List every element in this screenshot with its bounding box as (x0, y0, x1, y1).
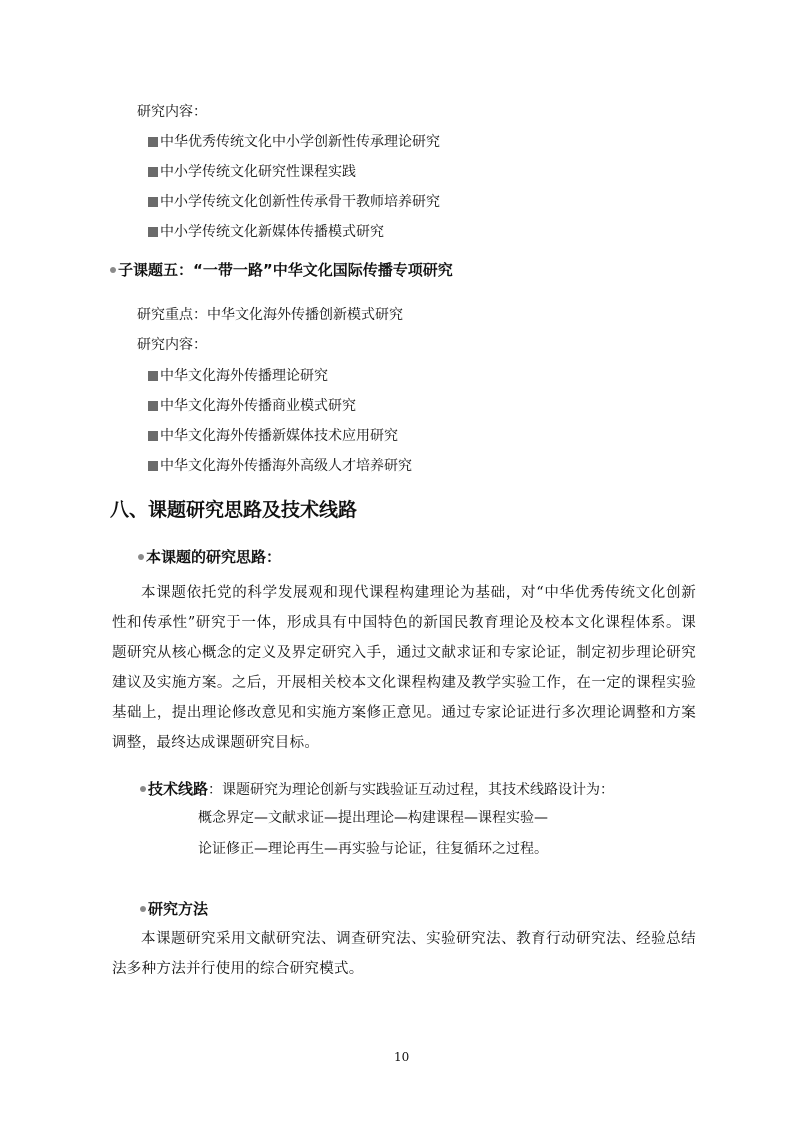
methods-paragraph: 本课题研究采用文献研究法、调查研究法、实验研究法、教育行动研究法、经验总结法多种方法并行使用的综合研究模式。 (112, 931, 696, 977)
round-bullet-icon (110, 267, 116, 273)
tech-route (140, 778, 614, 799)
research-focus: 研究重点：中华文化海外传播创新模式研究 (137, 307, 403, 323)
square-bullet-icon (148, 197, 158, 207)
round-bullet-icon (140, 906, 146, 912)
square-bullet-icon (148, 401, 158, 411)
square-bullet-icon (148, 137, 158, 147)
topic4-content-label: 研究内容： (137, 104, 207, 120)
square-bullet-icon (148, 167, 158, 177)
list-item: 中小学传统文化新媒体传播模式研究 (148, 221, 384, 241)
square-bullet-icon (148, 431, 158, 441)
list-item: 中华文化海外传播理论研究 (148, 365, 328, 385)
tech-route-line-2: 论证修正—理论再生—再实验与论证，往复循环之过程。 (198, 841, 548, 857)
tech-route-intro: ：课题研究为理论创新与实践验证互动过程，其技术线路设计为： (208, 782, 615, 798)
methods-heading: 研究方法 (140, 898, 208, 919)
list-item: 中华文化海外传播商业模式研究 (148, 395, 356, 415)
square-bullet-icon (148, 371, 158, 381)
list-item: 中小学传统文化创新性传承骨干教师培养研究 (148, 191, 440, 211)
round-bullet-icon (140, 786, 146, 792)
approach-paragraph: 本课题依托党的科学发展观和现代课程构建理论为基础，对“中华优秀传统文化创新性和传承性”研究于一体，形成具有中国特色的新国民教育理论及校本文化课程体系。课题研究从核心概念的定义及界定研究入手，通过文献求证和专家论证，制定初步理论研究建议及实施方案。之后，开展相关校本文化课程构建及教学实验工作，在一定的课程实验基础上，提出理论修改意见和实施方案修正意见。通过专家论证进行多次理论调整和方案调整，最终达成课题研究目标。 (112, 585, 696, 751)
round-bullet-icon (138, 554, 144, 560)
tech-route-line-1: 概念界定—文献求证—提出理论—构建课程—课程实验— (198, 810, 548, 826)
section-title: 八、课题研究思路及技术线路 (110, 499, 358, 521)
square-bullet-icon (148, 461, 158, 471)
list-item: 中小学传统文化研究性课程实践 (148, 161, 356, 181)
list-item: 中华文化海外传播新媒体技术应用研究 (148, 425, 398, 445)
approach-heading: 本课题的研究思路： (138, 546, 281, 567)
list-item: 中华文化海外传播海外高级人才培养研究 (148, 455, 412, 475)
list-item: 中华优秀传统文化中小学创新性传承理论研究 (148, 131, 440, 151)
topic5-content-label: 研究内容： (137, 337, 207, 353)
subtopic-heading: 子课题五：“一带一路”中华文化国际传播专项研究 (110, 259, 453, 280)
tech-route-label: 技术线路 (148, 780, 209, 798)
page-number: 10 (394, 1050, 410, 1064)
square-bullet-icon (148, 227, 158, 237)
